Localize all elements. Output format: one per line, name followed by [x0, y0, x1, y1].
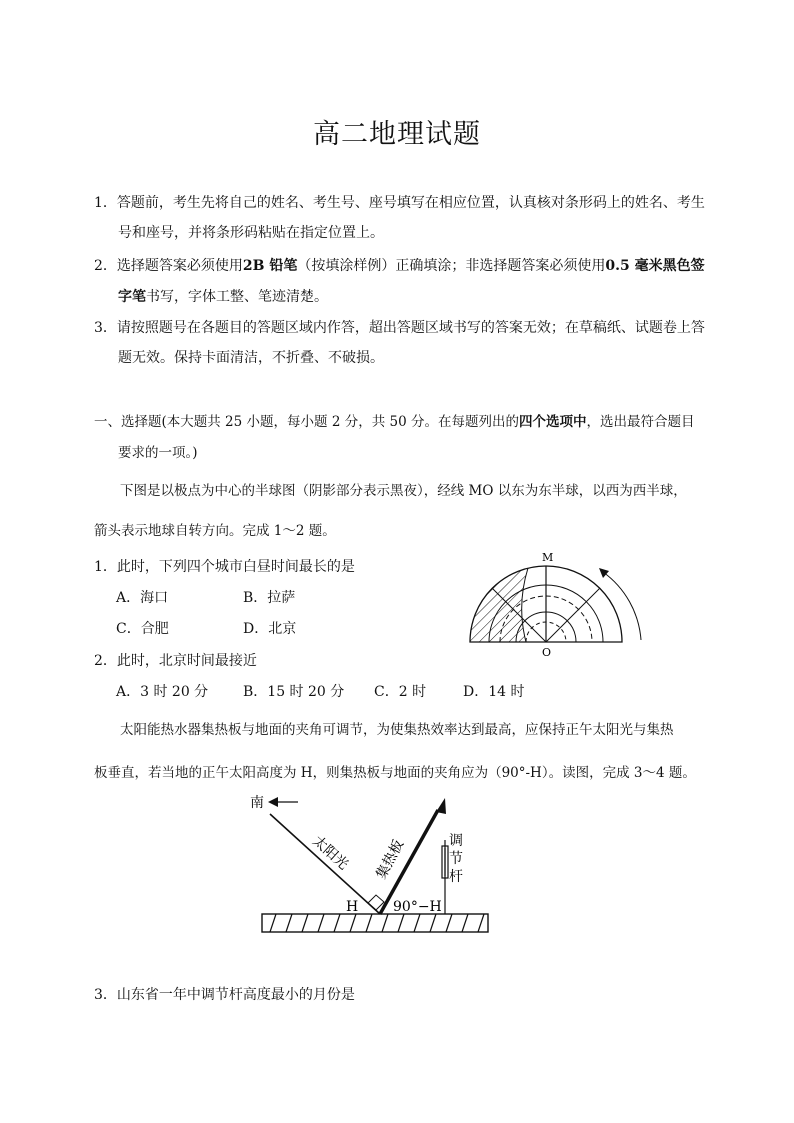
- note-2-bold-pen-cont: 字笔: [118, 289, 146, 305]
- question-2-option-c: C．2 时: [374, 684, 427, 700]
- question-2-option-b: B．15 时 20 分: [243, 684, 345, 700]
- note-2-line-1: [94, 255, 705, 275]
- ground-hatching: [270, 914, 484, 932]
- section-bold: 四个选项中: [518, 414, 587, 430]
- note-2-text-a: 2．选择题答案必须使用: [94, 258, 243, 274]
- rotation-arrow: [603, 572, 641, 640]
- rod-label-1: 调: [449, 833, 463, 849]
- angle-90-h-label: 90°−H: [393, 899, 442, 915]
- note-1-line-1: 1．答题前，考生先将自己的姓名、考生号、座号填写在相应位置，认真核对条形码上的姓名、考生: [94, 195, 705, 211]
- section-heading-line-2: 要求的一项。): [118, 445, 198, 461]
- passage-2-line-1: 太阳能热水器集热板与地面的夹角可调节，为使集热效率达到最高，应保持正午太阳光与集热: [120, 722, 674, 738]
- section-heading-line-1: [94, 410, 694, 430]
- question-2-stem: 2．此时，北京时间最接近: [94, 653, 257, 669]
- question-1-option-b: B．拉萨: [243, 590, 296, 606]
- passage-1-line-1: 下图是以极点为中心的半球图（阴影部分表示黑夜），经线 MO 以东为东半球，以西为西半球，: [120, 483, 687, 499]
- question-2-option-a: A．3 时 20 分: [116, 684, 209, 700]
- ground: [262, 914, 488, 932]
- solar-panel-diagram: [250, 790, 500, 940]
- panel-label: 集热板: [373, 837, 408, 882]
- question-2-option-d: D．14 时: [463, 684, 525, 700]
- question-1-stem: 1．此时，下列四个城市白昼时间最长的是: [94, 559, 355, 575]
- label-m: M: [542, 551, 554, 564]
- note-1-line-2: 号和座号，并将条形码粘贴在指定位置上。: [118, 225, 384, 241]
- section-text-c: ，选出最符合题目: [586, 414, 695, 430]
- section-text-a: 一、选择题(本大题共 25 小题，每小题 2 分，共 50 分。在每题列出的: [94, 414, 519, 430]
- label-o: O: [542, 646, 552, 659]
- arrowhead-icon: [599, 568, 609, 578]
- passage-2-line-2: 板垂直，若当地的正午太阳高度为 H，则集热板与地面的夹角应为（90°-H）。读图，完成 3～4 题。: [94, 765, 696, 781]
- question-1-option-d: D．北京: [243, 621, 297, 637]
- sunlight-label: 太阳光: [309, 833, 352, 874]
- sunlight-line: [270, 814, 380, 914]
- question-1-option-c: C．合肥: [116, 621, 169, 637]
- note-2-bold-pen: 0.5 毫米黑色签: [605, 258, 705, 274]
- note-2-text-end: 书写，字体工整、笔迹清楚。: [146, 289, 328, 305]
- note-2-line-2: [118, 286, 328, 306]
- passage-1-line-2: 箭头表示地球自转方向。完成 1～2 题。: [94, 523, 336, 539]
- angle-h-label: H: [346, 899, 359, 915]
- south-arrow-icon: [268, 797, 278, 807]
- note-3-line-1: 3．请按照题号在各题目的答题区域内作答，超出答题区域书写的答案无效；在草稿纸、试题卷上答: [94, 320, 705, 336]
- south-label: 南: [250, 795, 264, 811]
- note-3-line-2: 题无效。保持卡面清洁，不折叠、不破损。: [118, 350, 384, 366]
- question-1-option-a: A．海口: [116, 590, 169, 606]
- rod-label-3: 杆: [449, 869, 463, 885]
- panel-arrow-icon: [436, 798, 446, 814]
- note-2-bold-pencil: 2B 铅笔: [242, 258, 298, 274]
- meridian-right: [546, 588, 600, 642]
- question-3-stem: 3．山东省一年中调节杆高度最小的月份是: [94, 987, 355, 1003]
- note-2-text-c: （按填涂样例）正确填涂；非选择题答案必须使用: [297, 258, 606, 274]
- page-title: 高二地理试题: [313, 119, 481, 150]
- hemisphere-diagram: [458, 544, 658, 660]
- rod-label-2: 节: [449, 851, 463, 867]
